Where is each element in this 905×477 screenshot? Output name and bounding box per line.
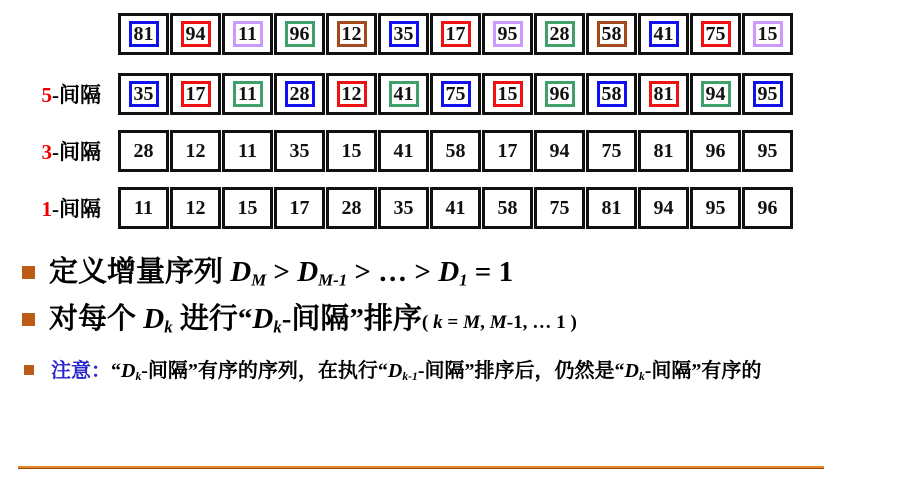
cell-value: 35 (393, 23, 414, 45)
text-segment: D (121, 360, 136, 382)
cell-value: 11 (238, 83, 257, 105)
cell-value: 28 (341, 197, 362, 219)
number-cell (482, 73, 533, 115)
cell-value: 41 (445, 197, 466, 219)
text-segment: M-1 (318, 270, 348, 290)
cell-value: 28 (133, 140, 154, 162)
cell-value: 95 (757, 140, 778, 162)
number-cell (170, 187, 221, 229)
cell-value: 75 (601, 140, 622, 162)
group-color-box (493, 21, 523, 47)
number-cell (118, 73, 169, 115)
gap-row-label (42, 136, 102, 166)
gap-label-suffix: -间隔 (52, 197, 101, 221)
bullet-gap-sort (22, 301, 892, 339)
cell-value: 58 (601, 83, 622, 105)
cell-value: 17 (497, 140, 518, 162)
group-color-box (285, 81, 315, 107)
text-segment: M (463, 312, 481, 333)
text-segment: D (624, 360, 639, 382)
number-cell (638, 13, 689, 55)
cell-value: 75 (705, 23, 726, 45)
number-cell (274, 130, 325, 172)
text-segment: , (480, 312, 490, 333)
group-color-box (233, 81, 263, 107)
group-color-box (389, 21, 419, 47)
text-segment: > (266, 256, 298, 288)
group-color-box (701, 81, 731, 107)
number-cell (170, 130, 221, 172)
group-color-box (181, 81, 211, 107)
number-cell (482, 130, 533, 172)
cell-value: 28 (549, 23, 570, 45)
group-color-box (545, 21, 575, 47)
number-cell (430, 130, 481, 172)
text-segment: D (143, 303, 165, 335)
gap-label-suffix: -间隔 (52, 83, 101, 107)
bullet-define-increments (22, 254, 892, 292)
bullet-square-icon (24, 365, 34, 375)
text-segment: 注意： (51, 360, 111, 382)
number-cell (534, 73, 585, 115)
group-color-box (493, 81, 523, 107)
cell-value: 58 (601, 23, 622, 45)
number-cell (690, 13, 741, 55)
number-cell (170, 13, 221, 55)
cell-value: 17 (289, 197, 310, 219)
group-color-box (129, 81, 159, 107)
cell-value: 41 (653, 23, 674, 45)
text-segment: k (638, 370, 645, 384)
number-cell (742, 73, 793, 115)
cell-value: 12 (185, 140, 206, 162)
text-segment: 定义增量序列 (49, 256, 231, 288)
bullet-note (24, 356, 872, 387)
number-cell (586, 13, 637, 55)
number-cell (482, 13, 533, 55)
cell-value: 12 (185, 197, 206, 219)
number-cell (638, 187, 689, 229)
number-cell (586, 73, 637, 115)
cell-value: 96 (289, 23, 310, 45)
cell-value: 95 (757, 83, 778, 105)
number-cell (326, 73, 377, 115)
cell-value: 94 (549, 140, 570, 162)
cell-value: 11 (238, 140, 257, 162)
bullet-text (49, 254, 513, 292)
text-segment: = (442, 312, 464, 333)
bullet-text (51, 356, 761, 387)
number-cell (326, 13, 377, 55)
number-cell (274, 13, 325, 55)
bullet-square-icon (22, 266, 35, 279)
number-cell (638, 73, 689, 115)
gap-label-number: 3 (41, 140, 52, 164)
number-cell (118, 187, 169, 229)
cell-value: 95 (497, 23, 518, 45)
group-color-box (597, 21, 627, 47)
number-cell (118, 13, 169, 55)
cell-value: 81 (133, 23, 154, 45)
cell-value: 58 (445, 140, 466, 162)
group-color-box (753, 21, 783, 47)
text-segment: = 1 (467, 256, 514, 288)
number-cell (170, 73, 221, 115)
text-segment: M (489, 312, 507, 333)
number-cell (638, 130, 689, 172)
text-segment: -1, … 1 ) (506, 312, 577, 333)
number-cell (742, 13, 793, 55)
cell-value: 35 (133, 83, 154, 105)
text-segment: k (135, 370, 142, 384)
group-color-box (649, 81, 679, 107)
cell-value: 58 (497, 197, 518, 219)
group-color-box (753, 81, 783, 107)
cell-value: 15 (237, 197, 258, 219)
number-cell (222, 187, 273, 229)
number-cell (274, 187, 325, 229)
cell-value: 15 (757, 23, 778, 45)
text-segment: -间隔”排序 (281, 303, 422, 335)
text-segment: M (251, 270, 267, 290)
cell-value: 96 (705, 140, 726, 162)
cell-value: 75 (549, 197, 570, 219)
text-segment: D (438, 256, 460, 288)
number-cell (326, 130, 377, 172)
cell-value: 94 (705, 83, 726, 105)
cell-value: 35 (393, 197, 414, 219)
text-segment: ( (421, 312, 434, 333)
number-cell (378, 187, 429, 229)
cell-value: 15 (497, 83, 518, 105)
cell-value: 94 (185, 23, 206, 45)
text-segment: 对每个 (49, 303, 144, 335)
number-cell (430, 187, 481, 229)
text-segment: > … > (347, 256, 439, 288)
number-cell (378, 130, 429, 172)
cell-value: 41 (393, 83, 414, 105)
row-1-gap (41, 187, 794, 229)
text-segment: k (273, 317, 282, 337)
cell-value: 17 (445, 23, 466, 45)
row-original (118, 13, 794, 55)
cell-value: 17 (185, 83, 206, 105)
number-cell (222, 130, 273, 172)
group-color-box (701, 21, 731, 47)
number-cell (378, 73, 429, 115)
group-color-box (233, 21, 263, 47)
text-segment: k (164, 317, 173, 337)
cell-value: 12 (341, 23, 362, 45)
text-segment: “ (111, 360, 121, 382)
number-cell (534, 13, 585, 55)
text-segment: D (252, 303, 274, 335)
cell-value: 12 (341, 83, 362, 105)
cell-value: 81 (653, 83, 674, 105)
number-cell (534, 187, 585, 229)
number-cell (118, 130, 169, 172)
number-cell (482, 187, 533, 229)
number-cell (690, 73, 741, 115)
group-color-box (441, 21, 471, 47)
gap-label-number: 1 (41, 197, 52, 221)
number-cell (222, 73, 273, 115)
cell-value: 81 (653, 140, 674, 162)
text-segment: -间隔”有序的序列，在执行“ (141, 360, 388, 382)
divider-line (18, 466, 824, 469)
number-cell (430, 13, 481, 55)
group-color-box (285, 21, 315, 47)
group-color-box (545, 81, 575, 107)
cell-value: 94 (653, 197, 674, 219)
cell-value: 11 (134, 197, 153, 219)
number-cell (274, 73, 325, 115)
cell-value: 11 (238, 23, 257, 45)
text-segment: -间隔”有序的 (644, 360, 762, 382)
number-cell (534, 130, 585, 172)
number-cell (742, 187, 793, 229)
number-cell (586, 187, 637, 229)
row-5-gap (41, 73, 794, 115)
number-cell (690, 130, 741, 172)
cell-value: 81 (601, 197, 622, 219)
group-color-box (597, 81, 627, 107)
gap-label-suffix: -间隔 (52, 140, 101, 164)
text-segment: k (433, 312, 443, 333)
bullet-square-icon (22, 313, 35, 326)
gap-label-number: 5 (41, 83, 52, 107)
text-segment: D (230, 256, 252, 288)
number-cell (378, 13, 429, 55)
group-color-box (337, 21, 367, 47)
group-color-box (129, 21, 159, 47)
number-cell (742, 130, 793, 172)
row-3-gap (41, 130, 794, 172)
cell-value: 75 (445, 83, 466, 105)
gap-row-label (42, 79, 102, 109)
number-cell (222, 13, 273, 55)
group-color-box (337, 81, 367, 107)
text-segment: k-1 (402, 370, 418, 384)
number-cell (690, 187, 741, 229)
text-segment: 进行“ (172, 303, 253, 335)
group-color-box (389, 81, 419, 107)
cell-value: 41 (393, 140, 414, 162)
group-color-box (181, 21, 211, 47)
group-color-box (441, 81, 471, 107)
cell-value: 35 (289, 140, 310, 162)
text-segment: D (297, 256, 319, 288)
cell-value: 15 (341, 140, 362, 162)
number-cell (430, 73, 481, 115)
number-cell (586, 130, 637, 172)
text-segment: -间隔”排序后，仍然是“ (417, 360, 625, 382)
gap-row-label (42, 193, 102, 223)
number-cell (326, 187, 377, 229)
bullet-text (49, 301, 577, 339)
text-segment: D (387, 360, 403, 382)
cell-value: 96 (757, 197, 778, 219)
text-segment: 1 (459, 270, 468, 290)
cell-value: 28 (289, 83, 310, 105)
group-color-box (649, 21, 679, 47)
cell-value: 96 (549, 83, 570, 105)
cell-value: 95 (705, 197, 726, 219)
